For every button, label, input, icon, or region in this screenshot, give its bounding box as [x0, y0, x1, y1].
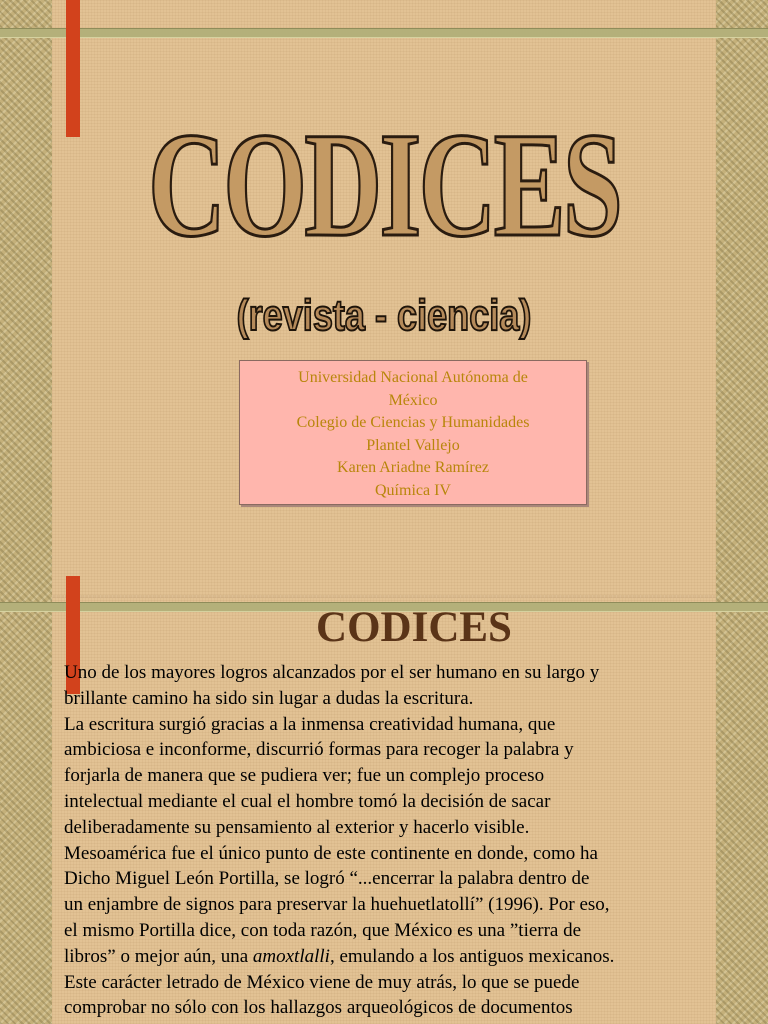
- cover-title: CODICES: [148, 102, 620, 268]
- article-line-with-italic: [64, 944, 694, 970]
- article-line: un enjambre de signos para preservar la huehuetlatollí” (1996). Por eso,: [64, 894, 610, 916]
- right-decorative-strip: [716, 0, 768, 1024]
- info-line-university: Universidad Nacional Autónoma de: [298, 369, 528, 386]
- info-line-course: Química IV: [375, 481, 451, 499]
- article-line: forjarla de manera que se pudiera ver; fue un complejo proceso: [64, 765, 545, 787]
- article-line: comprobar no sólo con los hallazgos arqueológicos de documentos: [64, 997, 573, 1019]
- article-line: Uno de los mayores logros alcanzados por el ser humano en su largo y: [64, 662, 600, 683]
- cover-top-rule: [0, 28, 768, 38]
- left-decorative-strip: [0, 0, 52, 1024]
- cover-info-box: [239, 360, 587, 505]
- cover-accent-bar: [66, 0, 80, 137]
- article-line: intelectual mediante el cual el hombre tomó la decisión de sacar: [64, 790, 551, 812]
- info-line-college: Colegio de Ciencias y Humanidades: [296, 414, 530, 431]
- info-line-author: Karen Ariadne Ramírez: [337, 459, 489, 476]
- article-line: el mismo Portilla dice, con toda razón, que México es una ”tierra de: [64, 919, 582, 941]
- info-line-campus: Plantel Vallejo: [366, 436, 460, 454]
- article-line: deliberadamente su pensamiento al exterior y hacerlo visible.: [64, 816, 530, 838]
- article-line-part: , emulando a los antiguos mexicanos.: [329, 945, 615, 967]
- article-line: Este carácter letrado de México viene de muy atrás, lo que se puede: [64, 971, 580, 993]
- article-line: Dicho Miguel León Portilla, se logró “...encerrar la palabra dentro de: [64, 868, 590, 890]
- article-heading: CODICES: [316, 604, 512, 651]
- article-line: ambiciosa e inconforme, discurrió formas para recoger la palabra y: [64, 739, 574, 761]
- article-body: [64, 660, 694, 1021]
- article-line: La escritura surgió gracias a la inmensa creatividad humana, que: [64, 713, 556, 735]
- article-line: Mesoamérica fue el único punto de este continente en donde, como ha: [64, 842, 598, 864]
- italic-term: amoxtlalli: [252, 945, 330, 967]
- info-line-country: México: [388, 391, 438, 409]
- article-line: brillante camino ha sido sin lugar a dudas la escritura.: [64, 687, 474, 709]
- article-line-part: libros” o mejor aún, una: [64, 945, 253, 967]
- cover-subtitle: (revista - ciencia): [236, 291, 532, 340]
